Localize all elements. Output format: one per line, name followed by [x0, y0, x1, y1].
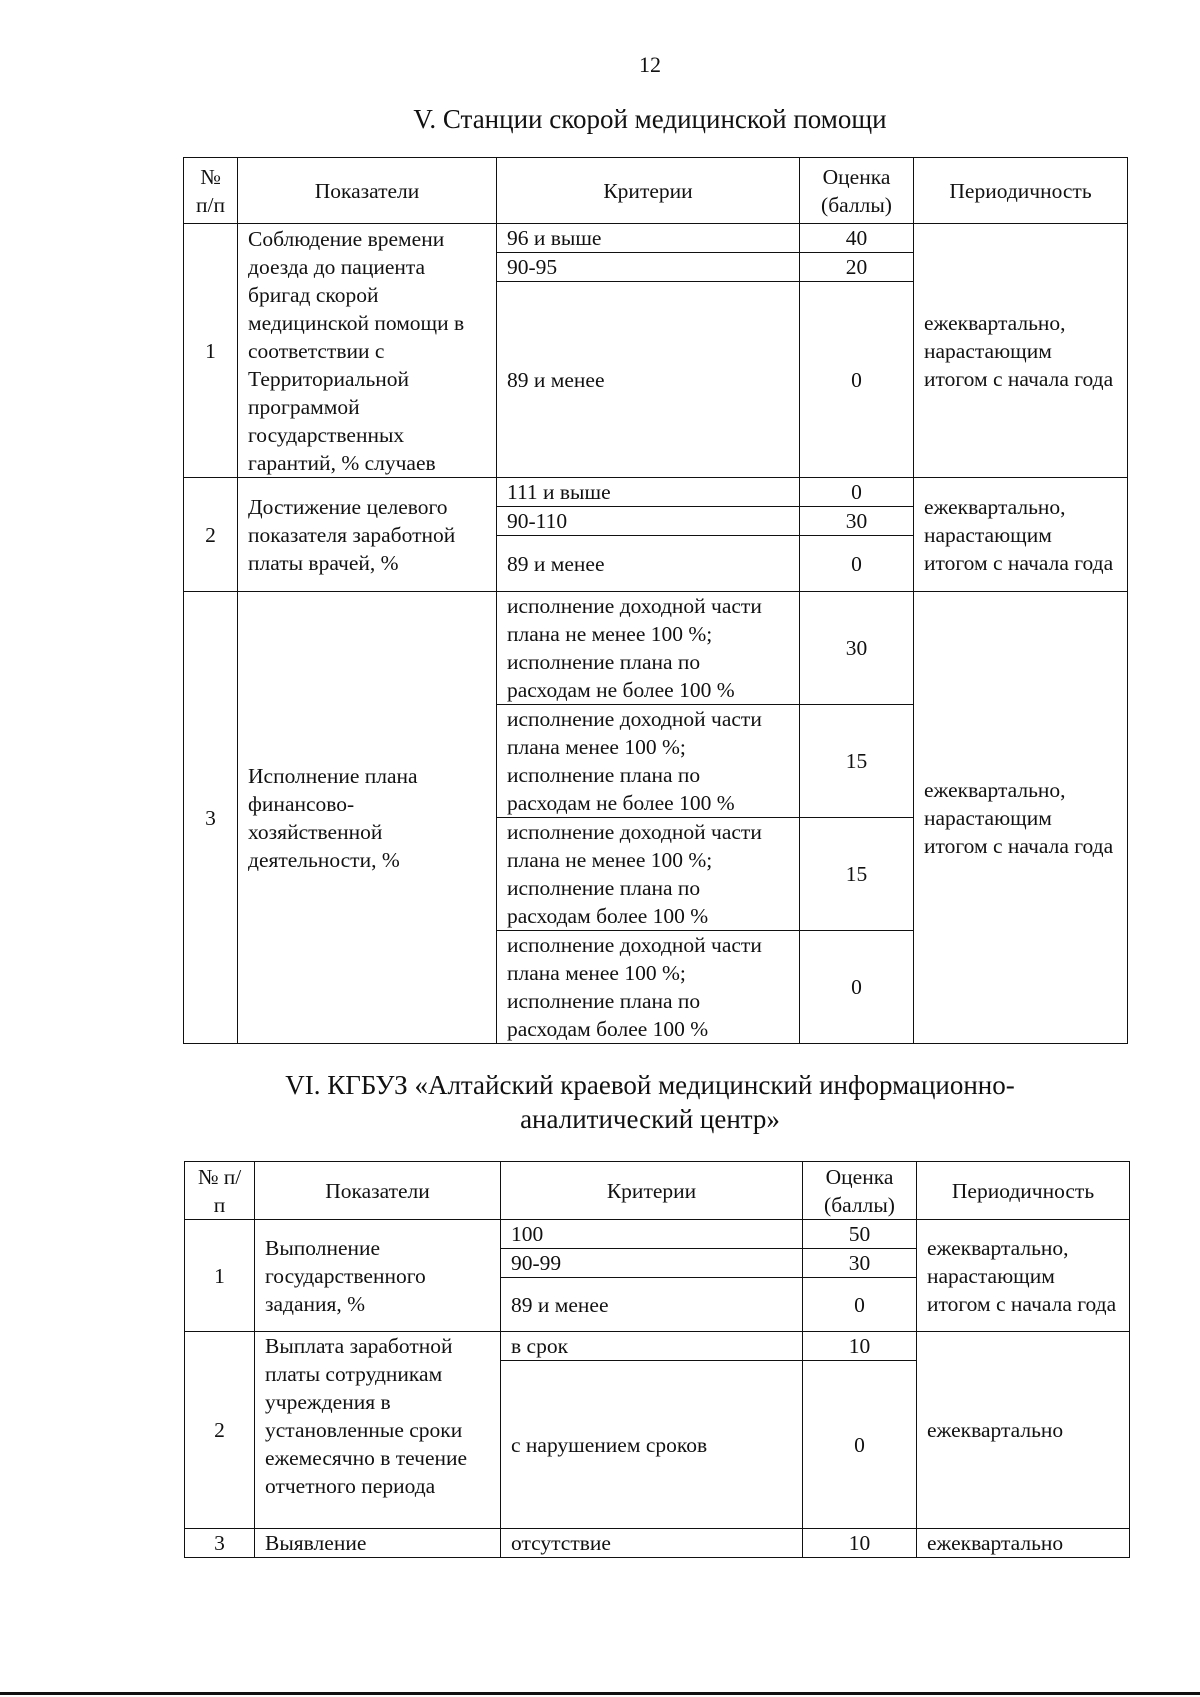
- period-cell: ежеквартально: [917, 1332, 1130, 1529]
- header-criteria: Критерии: [497, 158, 800, 224]
- indicator-cell: Исполнение плана финансово-хозяйственной деятельности, %: [238, 592, 497, 1044]
- table-row: [184, 478, 1128, 507]
- criteria-cell: 96 и выше: [497, 224, 800, 253]
- criteria-cell: 111 и выше: [497, 478, 800, 507]
- criteria-cell: исполнение доходной части плана не менее 100 %; исполнение плана по расходам не более 100 %: [497, 592, 800, 705]
- period-cell: ежеквартально, нарастающим итогом с начала года: [914, 478, 1128, 592]
- row-number: 1: [184, 224, 238, 478]
- score-cell: 0: [803, 1361, 917, 1529]
- score-cell: 15: [800, 818, 914, 931]
- section-title-it-center: [0, 1068, 1200, 1136]
- page-number: 12: [639, 52, 661, 77]
- score-cell: 15: [800, 705, 914, 818]
- table-header-row: [184, 158, 1128, 224]
- criteria-cell: 90-110: [497, 507, 800, 536]
- criteria-cell: исполнение доходной части плана не менее 100 %; исполнение плана по расходам более 100 %: [497, 818, 800, 931]
- score-cell: 0: [803, 1278, 917, 1332]
- row-number: 2: [184, 478, 238, 592]
- criteria-cell: 89 и менее: [497, 536, 800, 592]
- criteria-cell: исполнение доходной части плана менее 100 %; исполнение плана по расходам более 100 %: [497, 931, 800, 1044]
- criteria-cell: с нарушением сроков: [501, 1361, 803, 1529]
- indicator-cell: Выплата заработной платы сотрудникам учреждения в установленные сроки ежемесячно в течение отчетного периода: [255, 1332, 501, 1529]
- row-number: 2: [185, 1332, 255, 1529]
- row-number: 3: [184, 592, 238, 1044]
- header-score: Оценка (баллы): [800, 158, 914, 224]
- header-criteria: Критерии: [501, 1162, 803, 1220]
- score-cell: 30: [800, 592, 914, 705]
- criteria-cell: 89 и менее: [497, 282, 800, 478]
- score-cell: 10: [803, 1332, 917, 1361]
- criteria-table-ambulance: [183, 157, 1128, 1044]
- section-title-line: аналитический центр»: [520, 1104, 780, 1134]
- criteria-cell: 89 и менее: [501, 1278, 803, 1332]
- score-cell: 0: [800, 536, 914, 592]
- section-title-line: VI. КГБУЗ «Алтайский краевой медицинский информационно-: [285, 1070, 1015, 1100]
- table-row: [184, 592, 1128, 705]
- period-cell: ежеквартально, нарастающим итогом с начала года: [914, 592, 1128, 1044]
- header-period: Периодичность: [917, 1162, 1130, 1220]
- score-cell: 30: [800, 507, 914, 536]
- criteria-cell: в срок: [501, 1332, 803, 1361]
- criteria-cell: исполнение доходной части плана менее 100 %; исполнение плана по расходам не более 100 %: [497, 705, 800, 818]
- indicator-cell: Выявление: [255, 1529, 501, 1558]
- indicator-cell: Соблюдение времени доезда до пациента бригад скорой медицинской помощи в соответствии с Территориальной программой государственных гарантий, % случаев: [238, 224, 497, 478]
- criteria-cell: 90-95: [497, 253, 800, 282]
- table-row: [185, 1220, 1130, 1249]
- period-cell: ежеквартально, нарастающим итогом с начала года: [914, 224, 1128, 478]
- period-cell: ежеквартально, нарастающим итогом с начала года: [917, 1220, 1130, 1332]
- score-cell: 40: [800, 224, 914, 253]
- row-number: 3: [185, 1529, 255, 1558]
- criteria-cell: отсутствие: [501, 1529, 803, 1558]
- header-indicator: Показатели: [238, 158, 497, 224]
- header-period: Периодичность: [914, 158, 1128, 224]
- header-num: № п/п: [184, 158, 238, 224]
- table-header-row: [185, 1162, 1130, 1220]
- period-cell: ежеквартально: [917, 1529, 1130, 1558]
- score-cell: 10: [803, 1529, 917, 1558]
- header-score: Оценка (баллы): [803, 1162, 917, 1220]
- criteria-cell: 100: [501, 1220, 803, 1249]
- score-cell: 20: [800, 253, 914, 282]
- indicator-cell: Достижение целевого показателя заработной платы врачей, %: [238, 478, 497, 592]
- row-number: 1: [185, 1220, 255, 1332]
- criteria-cell: 90-99: [501, 1249, 803, 1278]
- page-bottom-rule: [0, 1692, 1200, 1695]
- section-title-ambulance: V. Станции скорой медицинской помощи: [413, 104, 887, 134]
- table-row: [185, 1529, 1130, 1558]
- score-cell: 0: [800, 478, 914, 507]
- indicator-cell: Выполнение государственного задания, %: [255, 1220, 501, 1332]
- table-row: [185, 1332, 1130, 1361]
- header-num: № п/п: [185, 1162, 255, 1220]
- score-cell: 0: [800, 931, 914, 1044]
- criteria-table-it-center: [184, 1161, 1130, 1558]
- score-cell: 50: [803, 1220, 917, 1249]
- table-row: [184, 224, 1128, 253]
- score-cell: 30: [803, 1249, 917, 1278]
- score-cell: 0: [800, 282, 914, 478]
- header-indicator: Показатели: [255, 1162, 501, 1220]
